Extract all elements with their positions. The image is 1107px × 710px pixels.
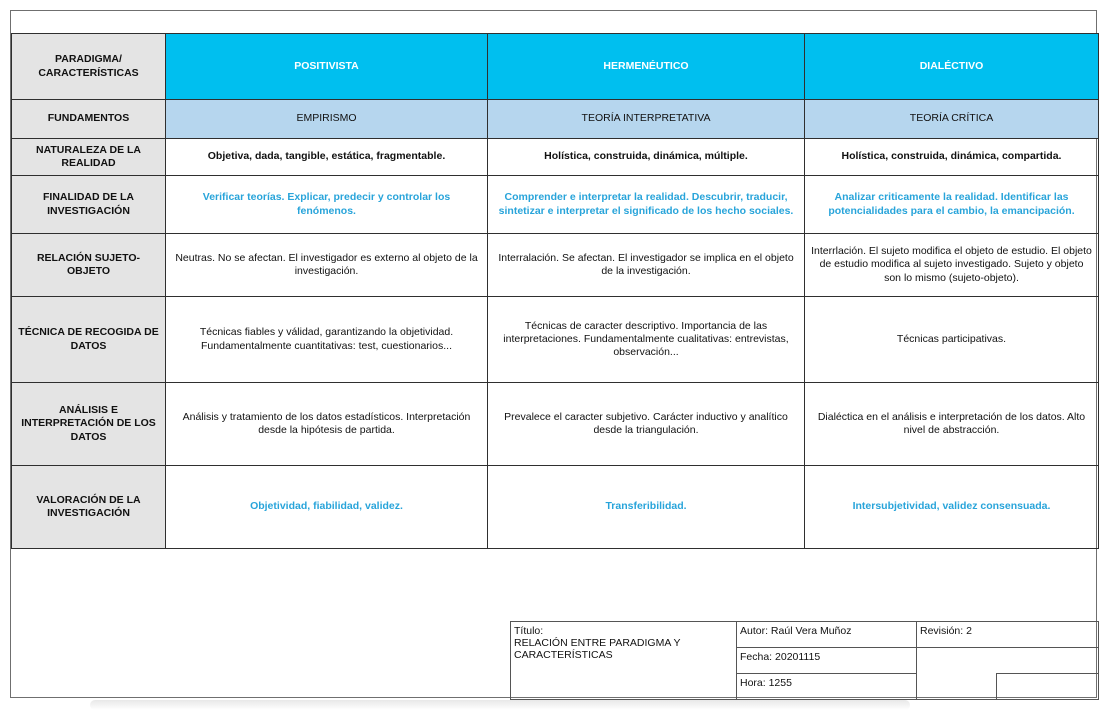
page-shadow (90, 700, 910, 710)
title-block (510, 621, 1099, 700)
table-row (12, 100, 1099, 139)
table-cell: Interralación. Se afectan. El investigador se implica en el objeto de la investigación. (488, 234, 805, 297)
table-cell: Técnicas fiables y válidad, garantizando la objetividad. Fundamentalmente cuantitativas: test, cuestionarios... (166, 297, 488, 383)
document-title-line-1: RELACIÓN ENTRE PARADIGMA Y (514, 637, 681, 650)
table-cell: Objetividad, fiabilidad, validez. (166, 466, 488, 549)
row-header: FUNDAMENTOS (12, 100, 166, 139)
table-cell: Holística, construida, dinámica, compartida. (805, 139, 1099, 176)
table-row (12, 176, 1099, 234)
empty-cell (917, 648, 1099, 674)
column-header-dialectivo: DIALÉCTIVO (805, 34, 1099, 100)
time-field: Hora: 1255 (737, 674, 917, 700)
table-row (12, 234, 1099, 297)
table-cell: Holística, construida, dinámica, múltiple. (488, 139, 805, 176)
table-cell: Neutras. No se afectan. El investigador es externo al objeto de la investigación. (166, 234, 488, 297)
corner-header: PARADIGMA/ CARACTERÍSTICAS (12, 34, 166, 100)
table-cell: Técnicas participativas. (805, 297, 1099, 383)
row-header: VALORACIÓN DE LA INVESTIGACIÓN (12, 466, 166, 549)
table-row (12, 466, 1099, 549)
row-header: NATURALEZA DE LA REALIDAD (12, 139, 166, 176)
row-header: ANÁLISIS E INTERPRETACIÓN DE LOS DATOS (12, 383, 166, 466)
row-header: TÉCNICA DE RECOGIDA DE DATOS (12, 297, 166, 383)
table-cell: TEORÍA CRÍTICA (805, 100, 1099, 139)
document-title-line-2: CARACTERÍSTICAS (514, 649, 613, 662)
table-cell: Análisis y tratamiento de los datos estadísticos. Interpretación desde la hipótesis de partida. (166, 383, 488, 466)
paradigm-table (11, 33, 1099, 549)
empty-cell (997, 674, 1099, 700)
revision-field: Revisión: 2 (917, 622, 1099, 648)
table-header-row (12, 34, 1099, 100)
row-header: FINALIDAD DE LA INVESTIGACIÓN (12, 176, 166, 234)
title-cell (511, 622, 737, 700)
empty-cell (917, 674, 997, 700)
title-label: Título: (514, 625, 544, 637)
table-cell: Interrlación. El sujeto modifica el objeto de estudio. El objeto de estudio modifica al sujeto investigado. Sujeto y objeto son lo mismo (sujeto-objeto). (805, 234, 1099, 297)
table-cell: Técnicas de caracter descriptivo. Importancia de las interpretaciones. Fundamentalmente cualitativas: entrevistas, observación... (488, 297, 805, 383)
table-cell: Objetiva, dada, tangible, estática, fragmentable. (166, 139, 488, 176)
table-cell: Dialéctica en el análisis e interpretación de los datos. Alto nivel de abstracción. (805, 383, 1099, 466)
table-cell: Intersubjetividad, validez consensuada. (805, 466, 1099, 549)
row-header: RELACIÓN SUJETO-OBJETO (12, 234, 166, 297)
column-header-positivista: POSITIVISTA (166, 34, 488, 100)
table-cell: Analizar criticamente la realidad. Identificar las potencialidades para el cambio, la emancipación. (805, 176, 1099, 234)
table-row (12, 297, 1099, 383)
table-cell: EMPIRISMO (166, 100, 488, 139)
table-cell: TEORÍA INTERPRETATIVA (488, 100, 805, 139)
author-field: Autor: Raúl Vera Muñoz (737, 622, 917, 648)
table-cell: Transferibilidad. (488, 466, 805, 549)
table-row (12, 383, 1099, 466)
table-cell: Comprender e interpretar la realidad. Descubrir, traducir, sintetizar e interpretar el significado de los hecho sociales. (488, 176, 805, 234)
column-header-hermeneutico: HERMENÉUTICO (488, 34, 805, 100)
date-field: Fecha: 20201115 (737, 648, 917, 674)
table-row (12, 139, 1099, 176)
table-cell: Prevalece el caracter subjetivo. Carácter inductivo y analítico desde la triangulación. (488, 383, 805, 466)
table-cell: Verificar teorías. Explicar, predecir y controlar los fenómenos. (166, 176, 488, 234)
